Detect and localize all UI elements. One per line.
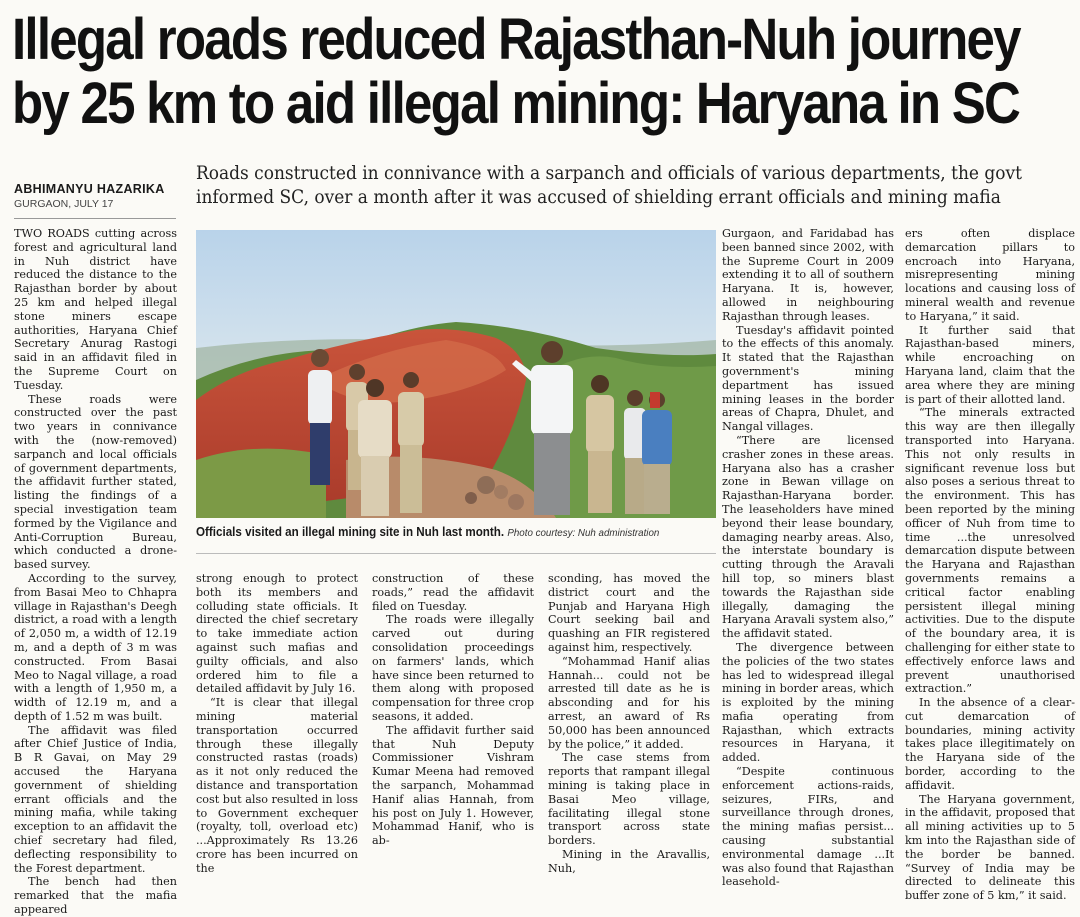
article-paragraph: TWO ROADS cutting across forest and agricultural land in Nuh district have reduced the distance to the Rajasthan border by about 25 km and helped illegal stone miners escape authorities, Haryana Chief Secretary Anurag Rastogi said in an affidavit filed in the Supreme Court on Tuesday. bbox=[14, 227, 177, 392]
news-photo bbox=[196, 230, 716, 518]
article-column-1 bbox=[14, 227, 177, 917]
article-paragraph: It further said that Rajasthan-based miners, while encroaching on Haryana land, claim that the area where they are mining is part of their allotted land. bbox=[905, 323, 1075, 406]
headline-line-2: by 25 km to aid illegal mining: Haryana in SC bbox=[12, 71, 1020, 136]
byline-divider bbox=[14, 218, 176, 219]
byline-author: ABHIMANYU HAZARIKA bbox=[14, 182, 165, 196]
article-paragraph: strong enough to protect both its members and colluding state officials. It directed the chief secretary to take immediate action against such mafias and guilty officials, and also ordered him to file a detailed affidavit by July 16. bbox=[196, 572, 358, 696]
article-column-4 bbox=[548, 572, 710, 876]
caption-divider bbox=[196, 553, 716, 554]
headline-line-1: Illegal roads reduced Rajasthan-Nuh journey bbox=[12, 7, 1020, 72]
photo-caption bbox=[196, 525, 698, 539]
deck-line-1: Roads constructed in connivance with a sarpanch and officials of various departments, the govt bbox=[196, 163, 1022, 184]
article-column-3 bbox=[372, 572, 534, 848]
article-paragraph: “Mohammad Hanif alias Hannah... could not be arrested till date as he is absconding and for his arrest, an award of Rs 50,000 has been announced by the police,” it added. bbox=[548, 654, 710, 751]
deck-subheadline bbox=[196, 162, 1022, 210]
article-paragraph: The case stems from reports that rampant illegal mining is taking place in Basai Meo village, facilitating illegal stone transport across state borders. bbox=[548, 751, 710, 848]
article-paragraph: ers often displace demarcation pillars to encroach into Haryana, misrepresenting mining locations and causing loss of mineral wealth and revenue to Haryana,” it said. bbox=[905, 227, 1075, 323]
article-paragraph: Mining in the Aravallis, Nuh, bbox=[548, 847, 710, 875]
photo-caption-text: Officials visited an illegal mining site in Nuh last month. bbox=[196, 525, 505, 539]
article-paragraph: “Despite continuous enforcement actions-raids, seizures, FIRs, and surveillance through drones, the mining mafias persist... causing substantial environmental damage ...It was also found that Rajasthan leasehold- bbox=[722, 765, 894, 889]
article-paragraph: These roads were constructed over the past two years in connivance with the (now-removed) sarpanch and local officials of government departments, the affidavit further stated, listing the findings of a special investigation team formed by the Vigilance and Anti-Corruption Bureau, which conducted a drone-based survey. bbox=[14, 392, 177, 572]
article-paragraph: The affidavit further said that Nuh Deputy Commissioner Vishram Kumar Meena had removed the sarpanch, Mohammad Hanif alias Hannah, from his post on July 1. However, Mohammad Hanif, who is ab- bbox=[372, 723, 534, 848]
article-paragraph: sconding, has moved the district court and the Punjab and Haryana High Court seeking bail and quashing an FIR registered against him, respectively. bbox=[548, 572, 710, 654]
deck-line-2: informed SC, over a month after it was accused of shielding errant officials and mining mafia bbox=[196, 187, 1001, 208]
byline bbox=[14, 182, 176, 210]
byline-dateline: GURGAON, JULY 17 bbox=[14, 198, 114, 210]
article-column-5 bbox=[722, 227, 894, 889]
article-paragraph: The bench had then remarked that the mafia appeared bbox=[14, 875, 177, 917]
article-paragraph: In the absence of a clear-cut demarcation of boundaries, mining activity takes place illegitimately on the Haryana side of the border, according to the affidavit. bbox=[905, 696, 1075, 792]
article-column-6 bbox=[905, 227, 1075, 903]
article-paragraph: According to the survey, from Basai Meo to Chhapra village in Rajasthan's Deegh district, a road with a length of 2,050 m, a width of 12.19 m, and a depth of 3 m was constructed. From Basai Meo to Nagal village, a road with a length of 1,950 m, a width of 12.19 m, and a depth of 1.52 m was built. bbox=[14, 571, 177, 723]
article-paragraph: The roads were illegally carved out during consolidation proceedings on farmers' lands, which have since been returned to them along with proposed compensation for three crop seasons, it added. bbox=[372, 613, 534, 723]
article-paragraph: Tuesday's affidavit pointed to the effects of this anomaly. It stated that the Rajasthan government's mining department has issued mining leases in the border areas of Chapra, Dhulet, and Nangal villages. bbox=[722, 323, 894, 434]
photo-credit: Photo courtesy: Nuh administration bbox=[507, 527, 660, 539]
article-paragraph: The Haryana government, in the affidavit, proposed that all mining activities up to 5 km into the Rajasthan side of the border be banned. “Survey of India may be directed to delineate this buffer zone of 5 km,” it said. bbox=[905, 792, 1075, 903]
headline bbox=[12, 7, 1020, 136]
article-paragraph: construction of these roads,” read the affidavit filed on Tuesday. bbox=[372, 572, 534, 613]
article-paragraph: Gurgaon, and Faridabad has been banned since 2002, with the Supreme Court in 2009 extending it to all of southern Haryana. It is, however, allowed in neighbouring Rajasthan through leases. bbox=[722, 227, 894, 323]
article-paragraph: The affidavit was filed after Chief Justice of India, B R Gavai, on May 29 accused the Haryana government of shielding errant officials and the mining mafia, while taking exception to an affidavit the chief secretary had filed, deflecting responsibility to the Forest department. bbox=[14, 723, 177, 875]
article-paragraph: “There are licensed crasher zones in these areas. Haryana also has a crasher zone in Bewan village on Rajasthan-Haryana border. The leaseholders have mined beyond their lease boundary, damaging nearby areas. Also, the interstate boundary is cutting through the Aravali hill top, so miners blast towards the Rajasthan side illegally, damaging the Haryana Aravali system also,” the affidavit stated. bbox=[722, 433, 894, 641]
article-column-2 bbox=[196, 572, 358, 876]
officials-at-mining-site-photo bbox=[196, 230, 716, 518]
article-paragraph: “It is clear that illegal mining material transportation occurred through these illegally constructed rastas (roads) as it not only reduced the distance and transportation cost but also resulted in loss to Government exchequer (royalty, toll, overload etc) ...Approximately Rs 13.26 crore has been incurred on the bbox=[196, 696, 358, 875]
article-paragraph: “The minerals extracted this way are then illegally transported into Haryana. This not only results in significant revenue loss but also poses a serious threat to the environment. This has been reported by the mining officer of Nuh from time to time ...the unresolved demarcation dispute between the Haryana and Rajasthan governments remains a critical factor enabling persistent illegal mining activities. Due to the dispute of the boundary area, it is challenging for either state to effectively enforce laws and prevent unauthorised extraction.” bbox=[905, 406, 1075, 696]
article-paragraph: The divergence between the policies of the two states has led to widespread illegal mining in border areas, which is exploited by the mining mafia operating from Rajasthan, which extracts resources in Haryana, it added. bbox=[722, 640, 894, 765]
